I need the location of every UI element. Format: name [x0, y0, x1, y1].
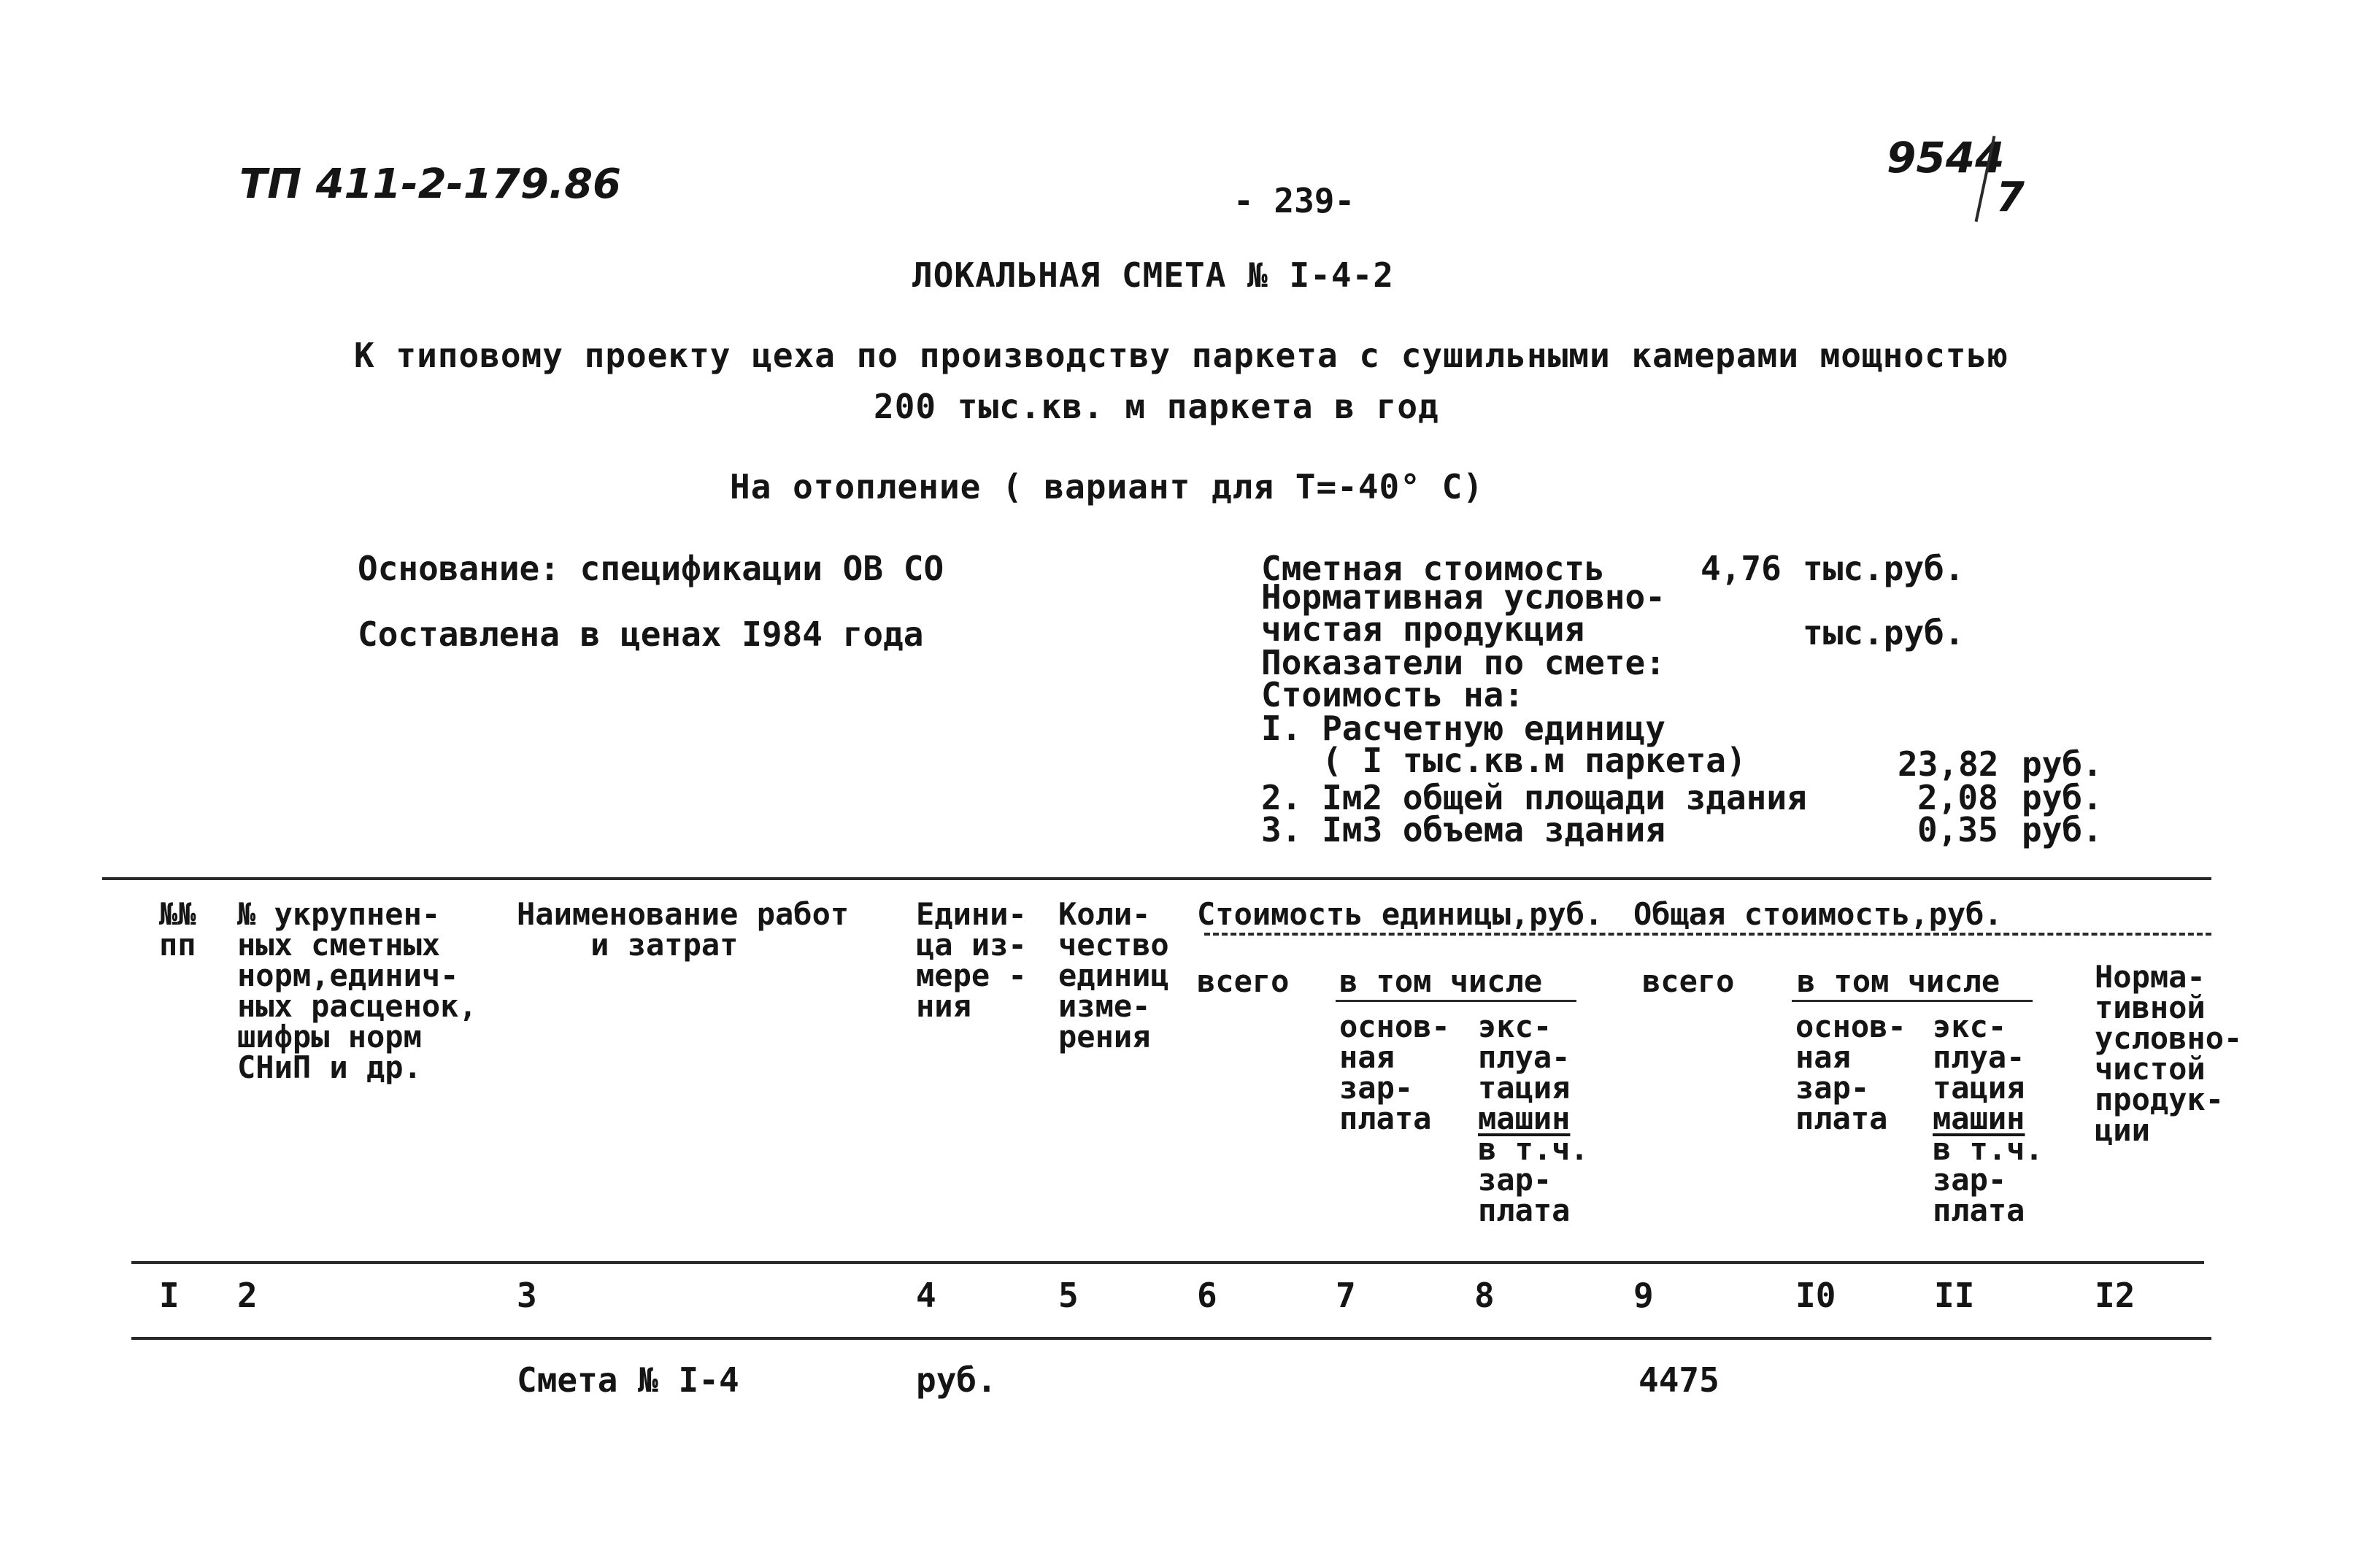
total-machine-label: машин — [1933, 1101, 2025, 1136]
unit-all-header: всего — [1197, 963, 1290, 999]
row-1-name: Смета № I-4 — [517, 1360, 739, 1400]
archive-sheet: 7 — [1996, 174, 2025, 221]
cost-group-rule — [1204, 933, 2211, 936]
col-4-header: Едини- ца из- мере - ния — [916, 896, 1027, 1024]
basis-text: Основание: спецификации ОВ СО — [358, 549, 944, 588]
header-bottom-rule — [131, 1261, 2204, 1264]
page-number: - 239- — [1233, 181, 1355, 220]
table-top-rule — [102, 877, 2211, 880]
unit-incl-rule — [1336, 1000, 1576, 1002]
col-12-header: Норма- тивной условно- чистой продук- ции — [2095, 959, 2243, 1148]
unit-wage-header: основ- ная зар- плата — [1339, 1009, 1450, 1136]
col-number-8: 8 — [1474, 1276, 1495, 1315]
col-number-5: 5 — [1058, 1276, 1079, 1315]
total-machine-header — [1933, 1011, 2044, 1226]
drawing-stamp: ТП 411-2-179.86 — [239, 161, 622, 208]
unit-machine-incl: в т.ч. — [1478, 1131, 1589, 1167]
col-5-header: Коли- чество единиц изме- рения — [1058, 896, 1169, 1055]
unit-machine-bottom: зар- плата — [1478, 1162, 1571, 1228]
normative-unit: тыс.руб. — [1803, 613, 1965, 652]
indicator-3-value: 0,35 — [1917, 810, 1998, 849]
indicator-2-label: 2. Iм2 общей площади здания — [1261, 778, 1807, 817]
unit-machine-header — [1478, 1011, 1589, 1226]
col-1-header: №№ пп — [159, 896, 196, 963]
unit-cost-header: Стоимость единицы,руб. — [1197, 896, 1603, 932]
col-number-2: 2 — [237, 1276, 258, 1315]
indicator-3-unit: руб. — [2022, 810, 2103, 849]
col-number-6: 6 — [1197, 1276, 1217, 1315]
total-machine-top: экс- плуа- тация — [1933, 1009, 2025, 1106]
archive-number: 9544 — [1887, 133, 2005, 182]
unit-machine-top: экс- плуа- тация — [1478, 1009, 1571, 1106]
cost-label: Сметная стоимость — [1261, 549, 1605, 588]
col-number-12: I2 — [2095, 1276, 2136, 1315]
indicator-2-unit: руб. — [2022, 778, 2103, 817]
col-3-header: Наименование работ и затрат — [517, 896, 850, 963]
normative-label: Нормативная условно- чистая продукция — [1261, 577, 1665, 649]
indicators-label: Показатели по смете: Стоимость на: — [1261, 643, 1665, 714]
total-machine-incl: в т.ч. — [1933, 1131, 2044, 1167]
indicator-1-value: 23,82 — [1898, 744, 1999, 784]
heating-variant: На отопление ( вариант для Т=-40° С) — [730, 467, 1484, 506]
total-incl-header: в том числе — [1797, 963, 2000, 999]
col-number-4: 4 — [916, 1276, 936, 1315]
col-number-7: 7 — [1336, 1276, 1356, 1315]
indicator-3-label: 3. Iм3 объема здания — [1261, 810, 1665, 849]
col-2-header: № укрупнен- ных сметных норм,единич- ных расценок, шифры норм СНиП и др. — [237, 896, 477, 1085]
total-wage-header: основ- ная зар- плата — [1795, 1009, 1906, 1136]
col-number-10: I0 — [1795, 1276, 1836, 1315]
total-incl-rule — [1792, 1000, 2033, 1002]
col-number-9: 9 — [1633, 1276, 1654, 1315]
cost-value: 4,76 — [1701, 549, 1782, 588]
total-machine-bottom: зар- плата — [1933, 1162, 2025, 1228]
subtitle-line-2: 200 тыс.кв. м паркета в год — [874, 387, 1439, 426]
row-1-unit: руб. — [916, 1360, 997, 1400]
total-all-header: всего — [1642, 963, 1735, 999]
col-number-11: II — [1934, 1276, 1975, 1315]
cost-unit: тыс.руб. — [1803, 549, 1965, 588]
col-number-3: 3 — [517, 1276, 537, 1315]
indicator-1-unit: руб. — [2022, 744, 2103, 784]
indicator-1-label: I. Расчетную единицу ( I тыс.кв.м паркета) — [1261, 709, 1747, 780]
unit-machine-label: машин — [1478, 1101, 1571, 1136]
prices-text: Составлена в ценах I984 года — [358, 614, 924, 654]
col-number-1: I — [159, 1276, 180, 1315]
numbers-bottom-rule — [131, 1337, 2211, 1340]
page-title: ЛОКАЛЬНАЯ СМЕТА № I-4-2 — [912, 255, 1394, 295]
subtitle-line-1: К типовому проекту цеха по производству паркета с сушильными камерами мощностью — [354, 336, 2009, 375]
total-cost-header: Общая стоимость,руб. — [1633, 896, 2003, 932]
unit-incl-header: в том числе — [1339, 963, 1543, 999]
row-1-total: 4475 — [1638, 1360, 1719, 1400]
indicator-2-value: 2,08 — [1917, 778, 1998, 817]
